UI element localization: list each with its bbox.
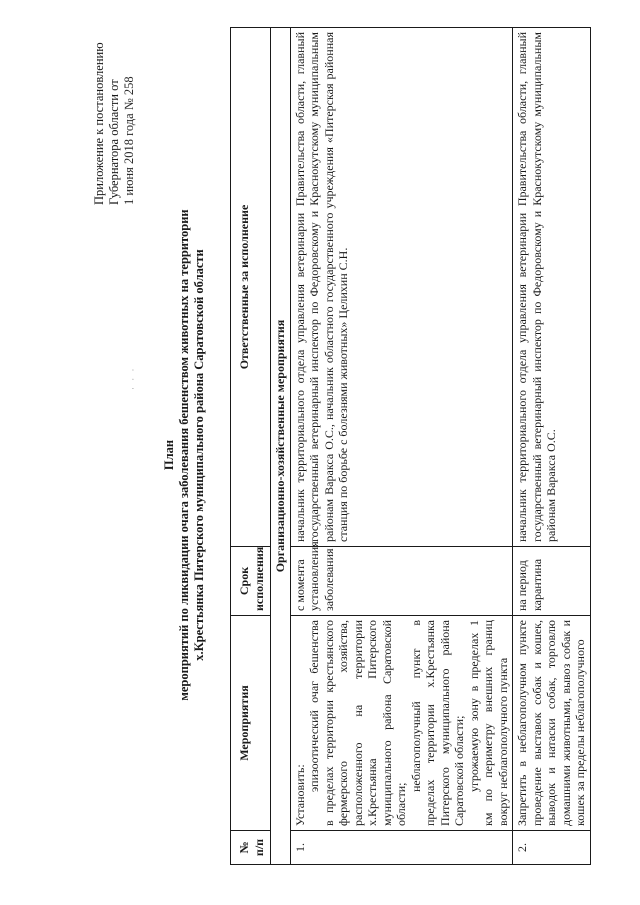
row-responsible: начальник территориального отдела управления ветеринарии Правительства области, главный государственный ветеринарный инспектор по Федоровскому и Краснокутскому муниципальным районам Варакса О.С., начальник областного государственного учреждения «Питерская районная станция по борьбе с болезнями животных» Целихин С.Н. — [290, 28, 513, 547]
row-responsible: начальник территориального отдела управления ветеринарии Правительства области, главный государственный ветеринарный инспектор по Федоровскому и Краснокутскому муниципальным районам Варакса О.С. — [513, 28, 591, 547]
pen-mark: · · · — [128, 366, 138, 390]
table-row — [290, 28, 513, 865]
action-lead: Установить: — [292, 764, 307, 826]
row-num: 2. — [513, 831, 591, 865]
appendix-line-1: Приложение к постановлению — [92, 42, 106, 205]
title-line-1: мероприятий по ликвидации очага заболевания бешенством животных на территории — [177, 209, 191, 701]
header-responsible: Ответственные за исполнение — [231, 28, 271, 547]
appendix-line-3: 1 июня 2018 года № 258 — [122, 76, 136, 205]
row-term: на период карантина — [513, 547, 591, 616]
appendix-line-2: Губернатора области от — [107, 79, 121, 205]
row-num: 1. — [290, 831, 513, 865]
row-term: с момента установления заболевания — [290, 547, 513, 616]
row-action — [290, 616, 513, 831]
section-title: Организационно-хозяйственные мероприятия — [271, 28, 291, 865]
table-row — [513, 28, 591, 865]
header-term: Срок исполнения — [231, 547, 271, 616]
action-paragraph: эпизоотический очаг бешенства в пределах территории крестьянского фермерского хозяйства, расположенного на территории х.Крестьянка Питерского муниципального района Саратовской области; — [307, 620, 408, 826]
title-line-2: х.Крестьянка Питерского муниципального района Саратовской области — [192, 249, 206, 661]
plan-table — [230, 27, 591, 865]
document-title — [162, 155, 207, 755]
row-action: Запретить в неблагополучном пункте проведение выставок собак и кошек, выводок и натаски собак, торговлю домашними животными, вывоз собак и кошек за пределы неблагополучного — [513, 616, 591, 831]
section-row — [271, 28, 291, 865]
action-paragraph: угрожаемую зону в пределах 1 км по периметру внешних границ вокруг неблагополучного пункта — [466, 620, 510, 826]
appendix-block — [92, 25, 137, 205]
header-action: Мероприятия — [231, 616, 271, 831]
table-header-row — [231, 28, 271, 865]
title-word: План — [162, 439, 176, 471]
action-paragraph: неблагополучный пункт в пределах территории х.Крестьянка Питерского муниципального района Саратовской области; — [408, 620, 466, 826]
header-num: № п/п — [231, 831, 271, 865]
